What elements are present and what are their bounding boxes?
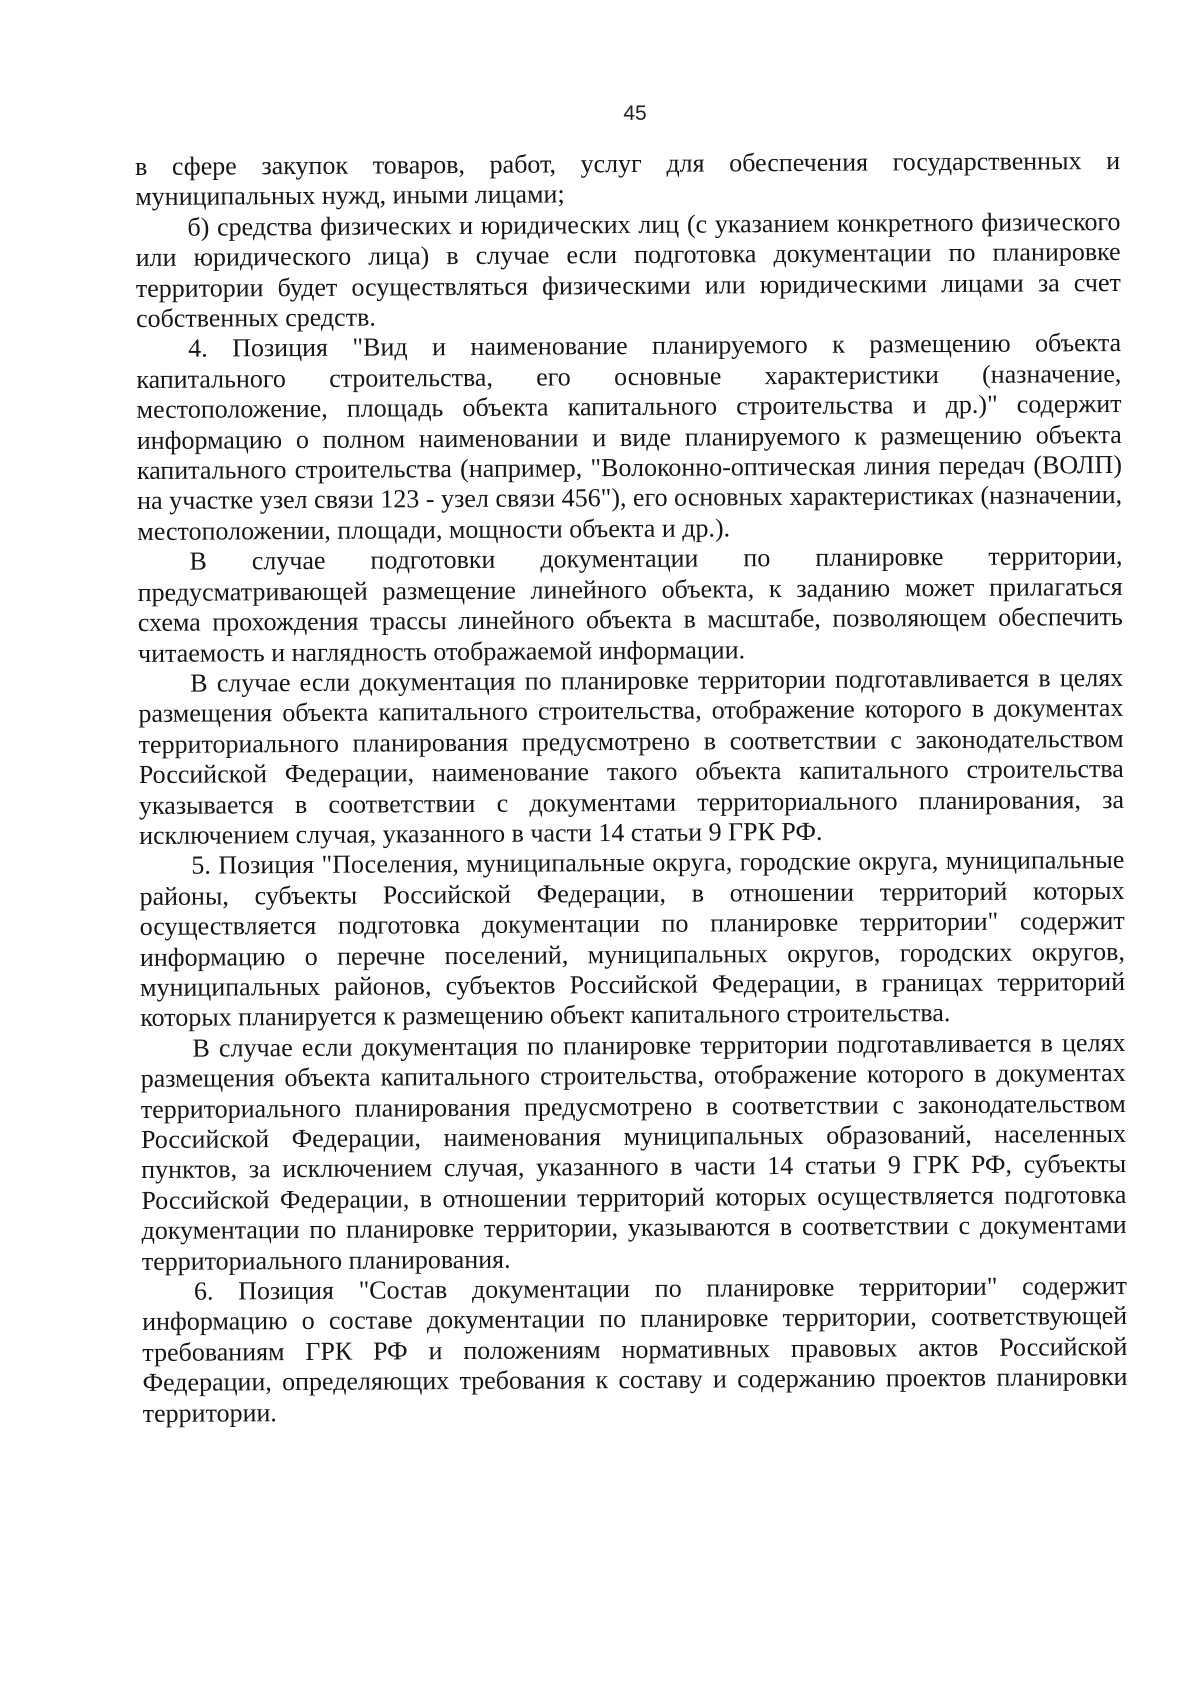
- paragraph-item-b: б) средства физических и юридических лиц (с указанием конкретного физического или юридического лица) в случае если подготовка документации по планировке территории будет осуществляться физическими или юридическими лицами за счет собственных средств.: [135, 206, 1121, 334]
- paragraph-territorial-planning-name: В случае если документация по планировке территории подготавливается в целях размещения объекта капитального строительства, отображение которого в документах территориального планирования предусмотрено в соответствии с законодательством Российской Федерации, наименование такого объекта капитального строительства указывается в соответствии с документами территориального планирования, за исключением случая, указанного в части 14 статьи 9 ГРК РФ.: [138, 662, 1125, 850]
- page-number: 45: [623, 102, 647, 125]
- paragraph-linear-object-scheme: В случае подготовки документации по планировке территории, предусматривающей размещение линейного объекта, к заданию может прилагаться схема прохождения трассы линейного объекта в масштабе, позволяющем обеспечить читаемость и наглядность отображаемой информации.: [137, 541, 1123, 668]
- paragraph-continuation: в сфере закупок товаров, работ, услуг для обеспечения государственных и муниципальных нужд, иными лицами;: [135, 145, 1121, 212]
- paragraph-position-6: 6. Позиция "Состав документации по планировке территории" содержит информацию о составе документации по планировке территории, соответствующей требованиям ГРК РФ и положениям нормативных правовых актов Российской Федерации, определяющих требования к составу и содержанию проектов планировки территории.: [142, 1270, 1128, 1428]
- paragraph-territorial-planning-municipalities: В случае если документация по планировке территории подготавливается в целях размещения объекта капитального строительства, отображение которого в документах территориального планирования предусмотрено в соответствии с законодательством Российской Федерации, наименования муниципальных образований, населенных пунктов, за исключением случая, указанного в части 14 статьи 9 ГРК РФ, субъекты Российской Федерации, в отношении территорий которых осуществляется подготовка документации по планировке территории, указываются в соответствии с документами территориального планирования.: [140, 1027, 1127, 1276]
- paragraph-position-4: 4. Позиция "Вид и наименование планируемого к размещению объекта капитального строительства, его основные характеристики (назначение, местоположение, площадь объекта капитального строительства и др.)" содержит информацию о полном наименовании и виде планируемого к размещению объекта капитального строительства (например, "Волоконно-оптическая линия передач (ВОЛП) на участке узел связи 123 - узел связи 456"), его основных характеристиках (назначении, местоположении, площади, мощности объекта и др.).: [136, 328, 1123, 546]
- paragraph-position-5: 5. Позиция "Поселения, муниципальные округа, городские округа, муниципальные районы, субъекты Российской Федерации, в отношении территорий которых осуществляется подготовка документации по планировке территории" содержит информацию о перечне поселений, муниципальных округов, городских округов, муниципальных районов, субъектов Российской Федерации, в границах территорий которых планируется к размещению объект капитального строительства.: [139, 845, 1126, 1033]
- document-body: [135, 146, 1128, 1429]
